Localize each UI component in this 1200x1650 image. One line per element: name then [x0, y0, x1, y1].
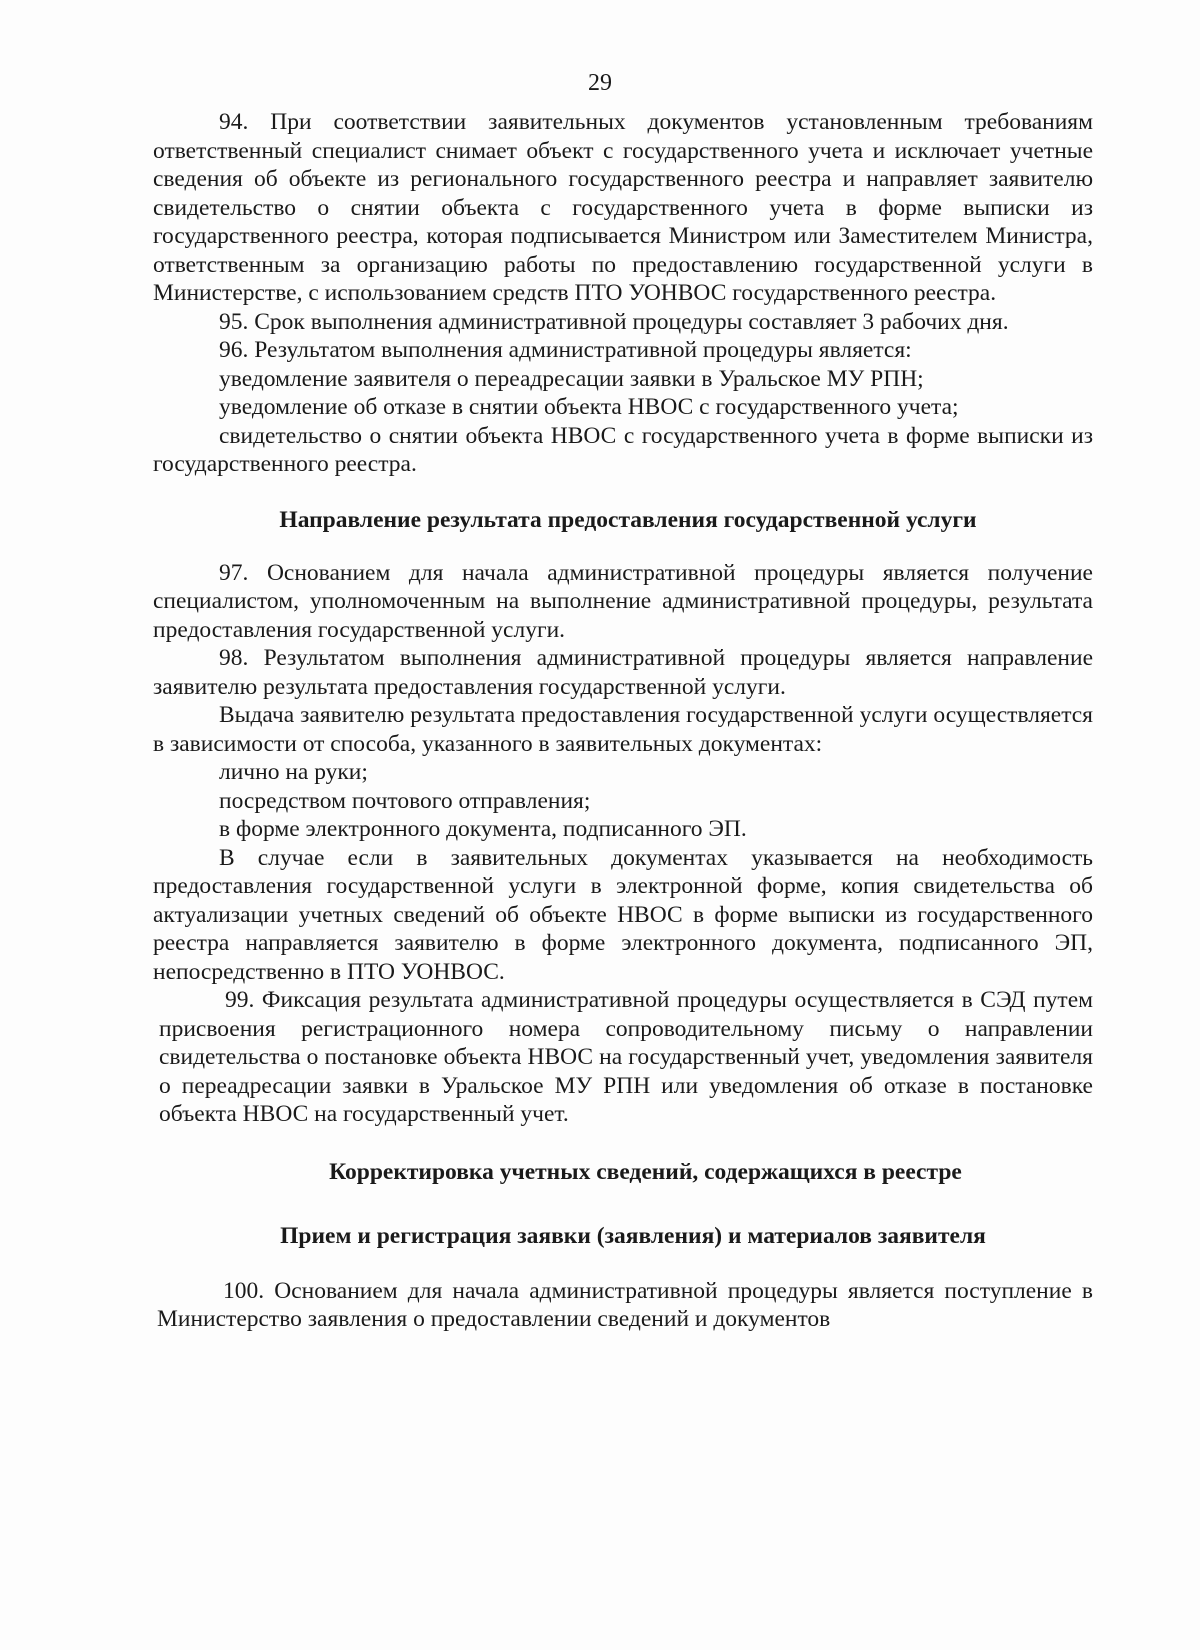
- paragraph-98-item-3: в форме электронного документа, подписанного ЭП.: [219, 816, 747, 842]
- paragraph-98-item-1: лично на руки;: [219, 759, 368, 785]
- paragraph-99-wrapper: [153, 986, 1093, 1129]
- section-heading-correction: Корректировка учетных сведений, содержащихся в реестре: [329, 1158, 962, 1185]
- page-number: 29: [588, 70, 612, 96]
- paragraph-96-item-1: уведомление заявителя о переадресации заявки в Уральское МУ РПН;: [219, 365, 924, 392]
- paragraph-96-item-3: свидетельство о снятии объекта НВОС с государственного учета в форме выписки из государственного реестра.: [153, 422, 1093, 477]
- paragraph-98-electronic: В случае если в заявительных документах указывается на необходимость предоставления государственной услуги в электронной форме, копия свидетельства об актуализации учетных сведений об объекте НВОС в форме выписки из государственного реестра направляется заявителю в форме электронного документа, подписанного ЭП, непосредственно в ПТО УОНВОС.: [153, 844, 1093, 985]
- paragraph-98-issue: Выдача заявителю результата предоставления государственной услуги осуществляется в зависимости от способа, указанного в заявительных документах:: [153, 702, 1093, 757]
- section-heading-result-delivery: Направление результата предоставления государственной услуги: [279, 506, 977, 533]
- paragraph-96-item-2: уведомление об отказе в снятии объекта НВОС с государственного учета;: [219, 394, 959, 420]
- document-body: [153, 108, 1093, 1334]
- paragraph-98-item-2: посредством почтового отправления;: [219, 787, 591, 814]
- section-heading-reception: Прием и регистрация заявки (заявления) и материалов заявителя: [280, 1222, 986, 1249]
- paragraph-94: 94. При соответствии заявительных документов установленным требованиям ответственный специалист снимает объект с государственного учета и исключает учетные сведения об объекте из регионального государственного реестра и направляет заявителю свидетельство о снятии объекта с государственного учета в форме выписки из государственного реестра, которая подписывается Министром или Заместителем Министра, ответственным за организацию работы по предоставлению государственной услуги в Министерстве, с использованием средств ПТО УОНВОС государственного реестра.: [153, 109, 1093, 306]
- paragraph-97: 97. Основанием для начала административной процедуры является получение специалистом, уполномоченным на выполнение административной процедуры, результата предоставления государственной услуги.: [153, 559, 1093, 643]
- paragraph-95: 95. Срок выполнения административной процедуры составляет 3 рабочих дня.: [219, 308, 1009, 335]
- paragraph-100-wrapper: [153, 1277, 1093, 1334]
- paragraph-96: 96. Результатом выполнения административной процедуры является:: [219, 337, 912, 363]
- paragraph-98: 98. Результатом выполнения административной процедуры является направление заявителю результата предоставления государственной услуги.: [153, 645, 1093, 700]
- paragraph-99: 99. Фиксация результата административной процедуры осуществляется в СЭД путем присвоения регистрационного номера сопроводительному письму о направлении свидетельства о постановке объекта НВОС на государственный учет, уведомления заявителя о переадресации заявки в Уральское МУ РПН или уведомления об отказе в постановке объекта НВОС на государственный учет.: [159, 987, 1093, 1127]
- paragraph-100: 100. Основанием для начала административной процедуры является поступление в Министерство заявления о предоставлении сведений и документов: [157, 1277, 1093, 1332]
